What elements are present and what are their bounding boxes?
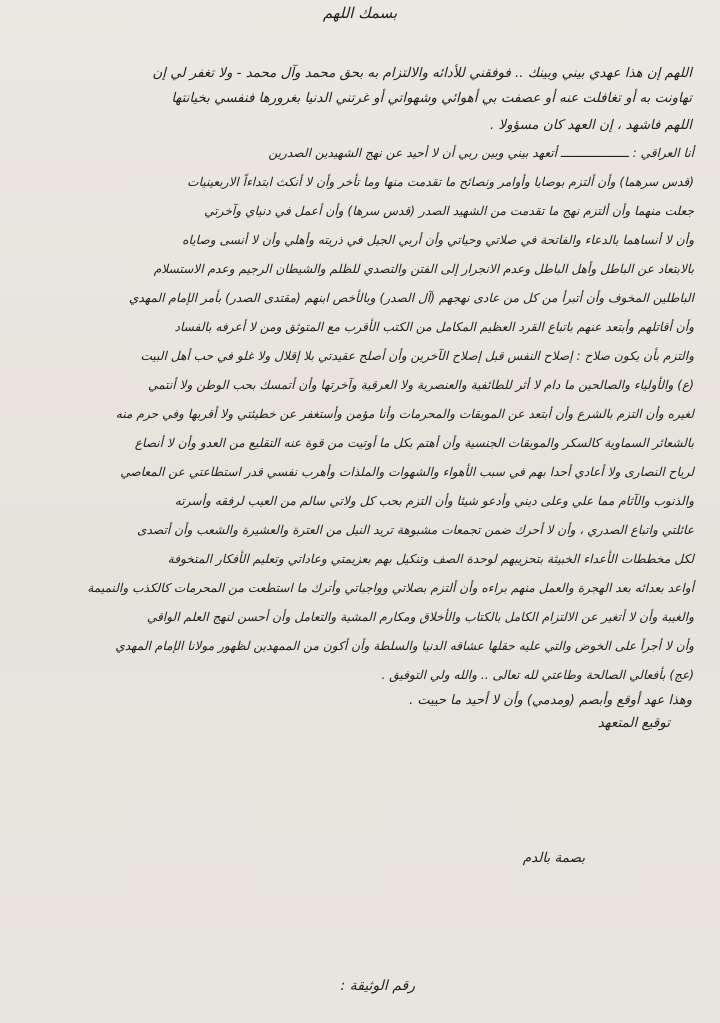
document-number-label: رقم الوثيقة :: [340, 978, 415, 994]
pledge-line: (ع) والأولياء والصالحين ما دام لا أثر للطائفية والعنصرية ولا العرقية وآخرتها وأن أتمسك بحب الوطن ولا أنتمي: [147, 378, 694, 392]
pledge-line: أواعد بعدائه بعد الهجرة والعمل منهم براءه وأن ألتزم بصلاتي وواجباتي وأترك ما استطعت من المحرمات كالكذب والنميمة: [87, 581, 694, 595]
pledge-line: بالابتعاد عن الباطل وأهل الباطل وعدم الانجرار إلى الفتن والتصدي للظلم والشيطان الرجيم وعدم الاستسلام: [153, 262, 694, 276]
intro-line: تهاونت به أو تغافلت عنه أو عصفت بي أهوائي وشهواتي أو غرتني الدنيا بغرورها فنفسي بخيانتها: [171, 91, 692, 106]
document-title: بسمك اللهم: [322, 4, 398, 22]
pledge-line: لرياح النصارى ولا أعادي أحدا بهم في سبب الأهواء والشهوات والملذات وأهرب نفسي قدر استطاعتي عن المعاصي: [120, 465, 694, 479]
pledge-line: وأن لا أجرأ على الخوض والتي عليه حقلها عشاقه الدنيا والسلطة وأن أكون من الممهدين لظهور مولانا الإمام المهدي: [115, 639, 694, 653]
pledge-line: لغيره وأن التزم بالشرع وأن أبتعد عن الموبقات والمحرمات وأنا مؤمن وأستغفر عن خطيئتي ولا أقربها وفي حرم منه: [115, 407, 694, 421]
pledge-line: والذنوب والآثام مما علي وعلى ديني وأدعو شيئا وأن التزم بحب كل ولاتي سالم من العيب لرفقه وأسرته: [174, 494, 694, 508]
pledge-line: الباطلين المخوف وأن أتبرأ من كل من عادى نهجهم (آل الصدر) وبالأخص ابنهم (مقتدى الصدر) بأمر الإمام المهدي: [128, 291, 694, 305]
pledge-line: لكل مخططات الأعداء الخبيثة بتحزيبهم لوحدة الصف وتنكيل بهم بعزيمتي وعاداتي وتعليم الأفكار المتخوفة: [167, 552, 694, 566]
pledge-line: بالشعائر السماوية كالسكر والموبقات الجنسية وأن أهتم بكل ما أوتيت من قوة عنه التقليع من العدو وأن لا أنصاع: [134, 436, 694, 450]
pledge-line: (قدس سرهما) وأن ألتزم بوصايا وأوامر ونصائح ما تقدمت منها وما تأخر وأن لا أنكث ابتداءاً الاربعينيات: [187, 175, 694, 189]
intro-line: اللهم فاشهد ، إن العهد كان مسؤولا .: [489, 118, 692, 133]
pledge-line: وأن أقاتلهم وأبتعد عنهم باتباع القرد العظيم المكامل من الكتب الأقرب مع المتوثق ومن لا أعرفه بالفساد: [174, 320, 694, 334]
pledge-line: والتزم بأن يكون صلاح : إصلاح النفس قبل إصلاح الآخرين وأن أصلح عقيدتي بلا إقلال ولا غلو في حب أهل البيت: [140, 349, 694, 363]
pledge-line: أنا العراقي : ـــــــــــــــــــ أتعهد بيني وبين ربي أن لا أحيد عن نهج الشهيدين الصدرين: [268, 146, 694, 160]
intro-line: اللهم إن هذا عهدي بيني وبينك .. فوفقني للأدائه والالتزام به بحق محمد وآل محمد - ولا تغفر لي إن: [152, 66, 692, 81]
pledge-line: والغيبة وأن لا أتغير عن الالتزام الكامل بالكتاب والأخلاق ومكارم المشية والتعامل وأن أحسن لنهج العلم الواقي: [146, 610, 694, 624]
pledge-line: وأن لا أنساهما بالدعاء والفاتحة في صلاتي وحياتي وأن أربي الجيل في ذريته وأهلي وأن لا أنسى وصاياه: [182, 233, 694, 247]
pledge-line: (عج) بأفعالي الصالحة وطاعتي لله تعالى .. والله ولي التوفيق .: [381, 668, 694, 682]
pledge-line: عائلتي واتباع الصدري ، وأن لا أحرك ضمن تجمعات مشبوهة تريد النيل من العترة والعشيرة والشعب وأن أتصدى: [137, 523, 694, 537]
pledge-line: جعلت منهما وأن ألتزم نهج ما تقدمت من الشهيد الصدر (قدس سرها) وأن أعمل في دنياي وآخرتي: [204, 204, 694, 218]
closing-line: وهذا عهد أوقع وأبصم (ومدمي) وأن لا أحيد ما حييت .: [409, 693, 692, 708]
signature-label: توقيع المتعهد: [597, 715, 670, 731]
blood-stamp-label: بصمة بالدم: [522, 850, 585, 866]
